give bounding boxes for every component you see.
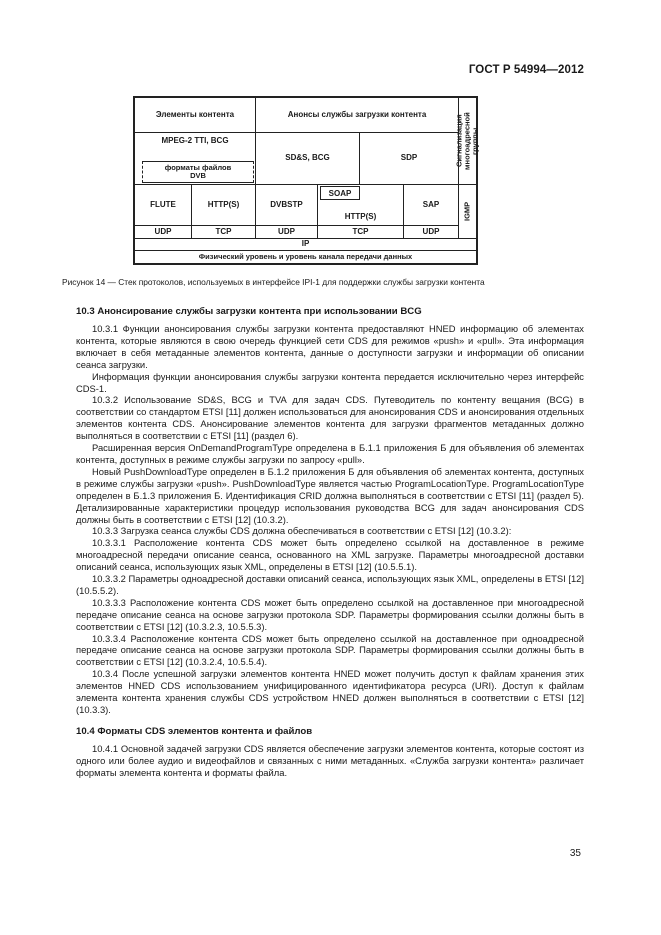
paragraph: 10.4.1 Основной задачей загрузки CDS является обеспечение загрузки элементов контента, которые состоят из одного или более аудио и видеофайлов и связанных с ними метаданных. «Служба загрузки контента» различает форматы элемента контента и форматы файла. xyxy=(76,742,584,778)
multicast-signaling-cell: Сигнализация многоадресной группы xyxy=(458,97,477,185)
paragraph: Информация функции анонсирования службы загрузки контента передается исключительно через интерфейс CDS-1. xyxy=(76,370,584,394)
paragraph: 10.3.4 После успешной загрузки элементов контента HNED может получить доступ к файлам хранения этих элементов HNED CDS использованием унифицированного идентификатора ресурса (URI). Доступ к файлам элемента контента хранения службы CDS устройством HNED должен выполняться в соответствии с ETSI [12] (10.3.3). xyxy=(76,668,584,715)
paragraph: Новый PushDownloadType определен в Б.1.2 приложения Б для объявления об элементах контента, доступных в режиме службы загрузки «push». PushDownloadType является частью ProgramLocationType. ProgramLocationType определен в Б.1.3 приложения Б. Идентификация CRID должна выполняться в соответствии с ETSI [11] (раздел 5). Детализированные характеристики процедур использования руководства BCG для задач анонсирования CDS должны быть в соответствии с ETSI [12] (10.3.2). xyxy=(76,465,584,525)
announcements-cell: Анонсы службы загрузки контента xyxy=(255,97,459,133)
udp-cell-1: UDP xyxy=(134,225,192,239)
file-formats-label: форматы файлов DVB xyxy=(164,163,232,180)
paragraph: 10.3.2 Использование SD&S, BCG и TVA для задач CDS. Путеводитель по контенту вещания (BCG) в соответствии со стандартом ETSI [11] должен использоваться для анонсирования CDS и анонсирования отдельных элементов контента CDS. Анонсирование элементов контента для загрузки фрагментов метаданных должно выполняться в соответствии с ETSI [11] (раздел 6). xyxy=(76,394,584,442)
ip-cell: IP xyxy=(134,238,477,251)
content-elements-cell: Элементы контента xyxy=(134,97,256,133)
paragraph: 10.3.3 Загрузка сеанса службы CDS должна обеспечиваться в соответствии с ETSI [12] (10.3.2): xyxy=(92,525,512,537)
section-heading-10-3: 10.3 Анонсирование службы загрузки контента при использовании BCG xyxy=(76,306,422,317)
protocol-stack-figure xyxy=(133,96,478,265)
page-number: 35 xyxy=(569,848,581,859)
dvbstp-cell: DVBSTP xyxy=(255,184,318,226)
sdp-cell: SDP xyxy=(359,132,459,185)
paragraph: Расширенная версия OnDemandProgramType определена в Б.1.1 приложения Б для объявления об элементах контента, доступных в режиме службы загрузки по запросу «pull». xyxy=(76,442,584,465)
paragraph: 10.3.1 Функции анонсирования службы загрузки контента предоставляют HNED информацию об элементах контента, которые являются в свою очередь функцией сети CDS для режимов «push» и «pull». Эта информация включает в себя метаданные элементов контента, данные о доступности загрузки и информации об описании сеанса загрузки. xyxy=(76,323,584,370)
mpeg-label: MPEG-2 TTI, BCG xyxy=(161,136,229,145)
paragraph: 10.3.3.3 Расположение контента CDS может быть определено ссылкой на доставленное при многоадресной передаче описание сеанса на основе загрузки протокола SDP. Параметры формирования ссылки должны быть в соответствии с ETSI [12] (10.3.2.3, 10.5.5.3). xyxy=(76,596,584,632)
figure-caption: Рисунок 14 — Стек протоколов, используемых в интерфейсе IPI-1 для поддержки службы загрузки контента xyxy=(62,277,485,287)
document-id: ГОСТ Р 54994—2012 xyxy=(468,64,584,76)
https-cell-1: HTTP(S) xyxy=(191,184,256,226)
section-heading-10-4: 10.4 Форматы CDS элементов контента и файлов xyxy=(76,725,313,737)
document-body xyxy=(76,300,584,779)
https-label-2: HTTP(S) xyxy=(344,211,377,221)
tcp-cell-2: TCP xyxy=(317,225,404,239)
flute-cell: FLUTE xyxy=(134,184,192,226)
paragraph: 10.3.3.2 Параметры одноадресной доставки описаний сеанса, использующих язык XML, определены в ETSI [12] (10.5.5.2). xyxy=(76,573,584,596)
udp-cell-2: UDP xyxy=(255,225,318,239)
tcp-cell-1: TCP xyxy=(191,225,256,239)
soap-box: SOAP xyxy=(320,186,360,200)
udp-cell-3: UDP xyxy=(403,225,459,239)
igmp-cell: IGMP xyxy=(458,184,477,239)
paragraph: 10.3.3.4 Расположение контента CDS может быть определено ссылкой на доставленное при одноадресной передаче описание сеанса на основе загрузки протокола SDP. Параметры формирования ссылки должны быть в соответствии с ETSI [12] (10.3.2.4, 10.5.5.4). xyxy=(76,632,584,668)
sap-cell: SAP xyxy=(403,184,459,226)
file-formats-box xyxy=(142,161,254,183)
paragraph: 10.3.3.1 Расположение контента CDS может быть определено ссылкой на доставленное в режиме многоадресной передачи описание сеанса, основанного на XML загрузке. Параметры многоадресной доставки описаний сеанса, использующих язык XML, определены в ETSI [12] (10.5.5.1). xyxy=(76,537,584,573)
sds-bcg-cell: SD&S, BCG xyxy=(255,132,360,185)
physical-layer-cell: Физический уровень и уровень канала передачи данных xyxy=(134,250,477,264)
